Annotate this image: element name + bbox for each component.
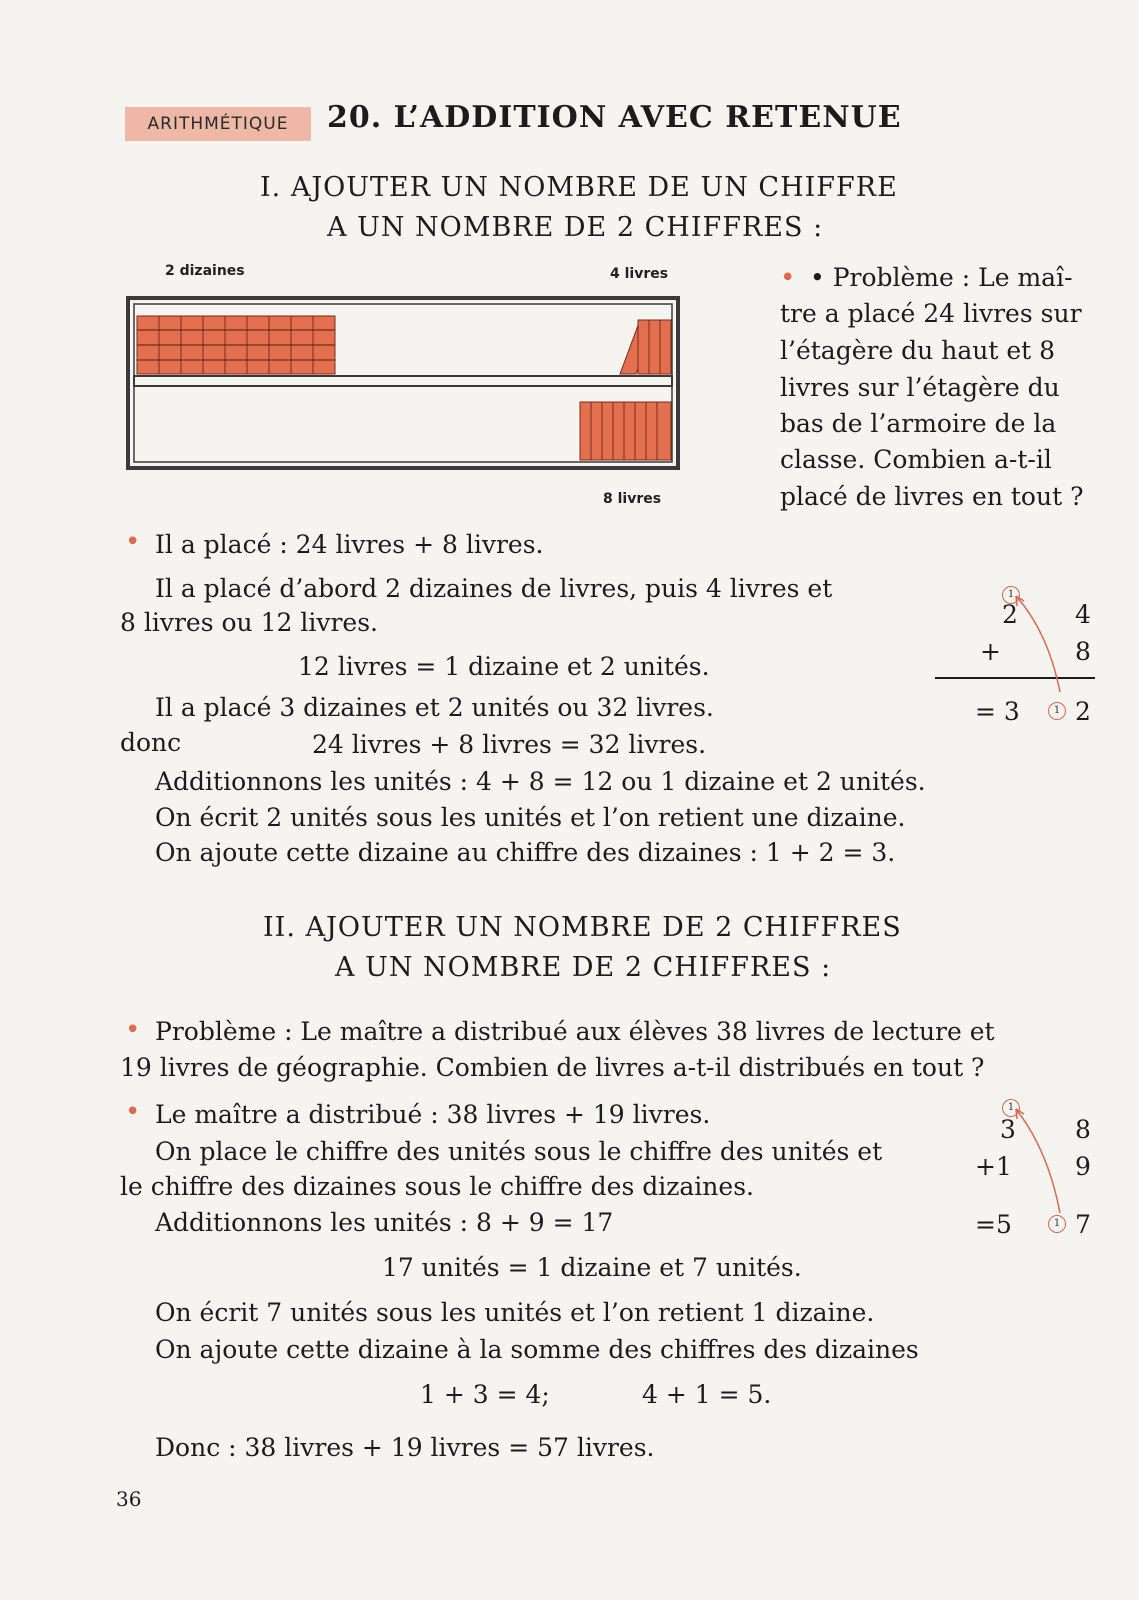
s1-line1: Il a placé : 24 livres + 8 livres. — [155, 530, 544, 559]
problem1-line3: l’étagère du haut et 8 — [780, 336, 1056, 365]
calc2-result-tens: =5 — [975, 1210, 1012, 1239]
section1-heading-line1: I. AJOUTER UN NOMBRE DE UN CHIFFRE — [260, 172, 898, 203]
calc1-a-units: 4 — [1075, 600, 1091, 629]
section1-heading-line2: A UN NOMBRE DE 2 CHIFFRES : — [327, 212, 824, 243]
s2-line5: 17 unités = 1 dizaine et 7 unités. — [382, 1253, 802, 1282]
bottom-right-books — [580, 402, 671, 460]
calc2-a-units: 8 — [1075, 1115, 1091, 1144]
calc2-result-units: 7 — [1075, 1210, 1091, 1239]
figure-label-tens: 2 dizaines — [165, 263, 245, 279]
bookshelf-illustration — [120, 290, 685, 480]
calc2-b-units: 9 — [1075, 1152, 1091, 1181]
problem2-line2: 19 livres de géographie. Combien de livres a-t-il distribués en tout ? — [120, 1053, 985, 1082]
section2-heading-line2: A UN NOMBRE DE 2 CHIFFRES : — [335, 952, 832, 983]
lesson-title: 20. L’ADDITION AVEC RETENUE — [327, 100, 902, 135]
bullet-icon: • — [780, 263, 796, 293]
problem1-line5: bas de l’armoire de la — [780, 409, 1057, 438]
problem1-line1: • Problème : Le maî- — [810, 263, 1073, 292]
calc1-result-tens: = 3 — [975, 697, 1020, 726]
calc1-a-tens: 2 — [1002, 600, 1018, 629]
bullet-icon: • — [125, 1015, 141, 1045]
s2-line6: On écrit 7 unités sous les unités et l’on retient 1 dizaine. — [155, 1298, 875, 1327]
carry-circle-icon: 1 — [1002, 586, 1020, 604]
s1-line6: 24 livres + 8 livres = 32 livres. — [312, 730, 707, 759]
page-number: 36 — [116, 1487, 142, 1511]
bullet-icon: • — [125, 1097, 141, 1127]
s2-line4: Additionnons les unités : 8 + 9 = 17 — [155, 1208, 614, 1237]
calc2-a-tens: 3 — [1000, 1115, 1016, 1144]
problem1-line6: classe. Combien a-t-il — [780, 445, 1052, 474]
s1-line9: On ajoute cette dizaine au chiffre des dizaines : 1 + 2 = 3. — [155, 838, 896, 867]
s1-line4: 12 livres = 1 dizaine et 2 unités. — [298, 652, 710, 681]
s1-line3: 8 livres ou 12 livres. — [120, 608, 378, 637]
carry-arrow-icon — [1008, 592, 1068, 702]
calc2-b-tens: +1 — [975, 1152, 1012, 1181]
s1-line7: Additionnons les unités : 4 + 8 = 12 ou 1 dizaine et 2 unités. — [155, 767, 926, 796]
s2-line9: 4 + 1 = 5. — [642, 1380, 772, 1409]
bullet-icon: • — [125, 527, 141, 557]
calc1-result-units: 2 — [1075, 697, 1091, 726]
problem1-line4: livres sur l’étagère du — [780, 373, 1060, 402]
subject-tag: ARITHMÉTIQUE — [125, 107, 311, 141]
figure-label-top: 4 livres — [610, 266, 669, 282]
s2-line3: le chiffre des dizaines sous le chiffre des dizaines. — [120, 1172, 754, 1201]
calc1-plus: + — [980, 637, 1001, 666]
s2-line2: On place le chiffre des unités sous le chiffre des unités et — [155, 1137, 883, 1166]
carry-circle-icon: 1 — [1048, 702, 1066, 720]
s2-line7: On ajoute cette dizaine à la somme des chiffres des dizaines — [155, 1335, 919, 1364]
problem1-line7: placé de livres en tout ? — [780, 482, 1084, 511]
section2-heading-line1: II. AJOUTER UN NOMBRE DE 2 CHIFFRES — [263, 912, 902, 943]
calc1-b-units: 8 — [1075, 637, 1091, 666]
s1-line2: Il a placé d’abord 2 dizaines de livres, puis 4 livres et — [155, 574, 833, 603]
s2-line8: 1 + 3 = 4; — [420, 1380, 550, 1409]
problem1-line2: tre a placé 24 livres sur — [780, 299, 1082, 328]
top-right-books — [620, 320, 671, 374]
figure-label-bottom: 8 livres — [603, 491, 662, 507]
s2-conclusion: Donc : 38 livres + 19 livres = 57 livres. — [155, 1433, 655, 1462]
s2-line1: Le maître a distribué : 38 livres + 19 livres. — [155, 1100, 711, 1129]
carry-circle-icon: 1 — [1002, 1099, 1020, 1117]
carry-circle-icon: 1 — [1048, 1215, 1066, 1233]
s1-donc: donc — [120, 728, 182, 757]
problem2-line1: Problème : Le maître a distribué aux élèves 38 livres de lecture et — [155, 1017, 995, 1046]
carry-arrow-icon — [1008, 1105, 1068, 1220]
s1-line5: Il a placé 3 dizaines et 2 unités ou 32 livres. — [155, 693, 714, 722]
s1-line8: On écrit 2 unités sous les unités et l’on retient une dizaine. — [155, 803, 906, 832]
